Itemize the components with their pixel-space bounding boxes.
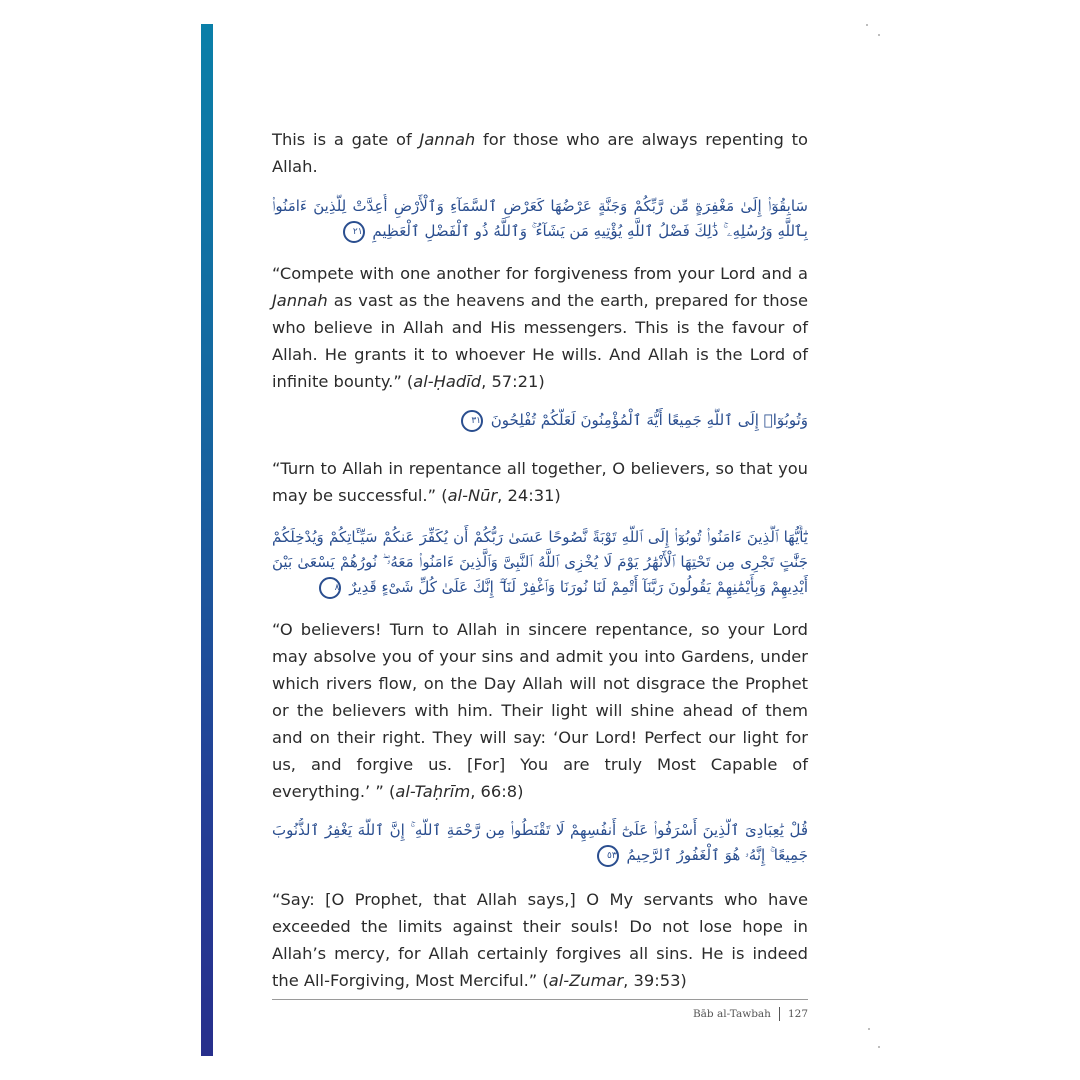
arabic-verse-text: سَابِقُوٓا۟ إِلَىٰ مَغْفِرَةٍ مِّن رَّبِّكُمْ وَجَنَّةٍ عَرْضُهَا كَعَرْضِ ٱلسَّمَآءِ وَٱلْأَرْضِ أُعِدَّتْ لِلَّذِينَ ءَامَنُوا۟ بِٱللَّهِ وَرُسُلِهِۦ ۚ ذَٰلِكَ فَضْلُ ٱللَّهِ يُؤْتِيهِ مَن يَشَآءُ ۚ وَٱللَّهُ ذُو ٱلْفَضْلِ ٱلْعَظِيمِ (272, 197, 808, 240)
arabic-verse-text: قُلْ يَٰعِبَادِىَ ٱلَّذِينَ أَسْرَفُوا۟ عَلَىٰٓ أَنفُسِهِمْ لَا تَقْنَطُوا۟ مِن رَّحْمَةِ ٱللَّهِ ۚ إِنَّ ٱللَّهَ يَغْفِرُ ٱلذُّنُوبَ جَمِيعًا ۚ إِنَّهُۥ هُوَ ٱلْغَفُورُ ٱلرَّحِيمُ (272, 821, 808, 864)
arabic-verse (272, 525, 808, 602)
book-spine (201, 24, 213, 1056)
page-footer (693, 1007, 808, 1021)
corner-mark (878, 34, 880, 36)
translation-text-cont: as vast as the heavens and the earth, prepared for those who believe in Allah and His messengers. This is the favour of Allah. He grants it to whoever He wills. And Allah is the Lord of infinite bounty.” ( (272, 291, 808, 391)
corner-mark (878, 1046, 880, 1048)
translation-text: “Compete with one another for forgiveness from your Lord and a (272, 264, 808, 283)
arabic-verse (272, 408, 808, 435)
surah-name: al-Taḥrīm (395, 782, 471, 801)
corner-mark (868, 1028, 870, 1030)
translation-paragraph (272, 886, 808, 994)
intro-text-a: This is a gate of (272, 130, 420, 149)
ayah-number: ٥٣ (597, 845, 619, 867)
ayah-number: ٢١ (343, 221, 365, 243)
verse-reference: , 24:31) (497, 486, 561, 505)
translation-paragraph (272, 260, 808, 395)
running-footer-section: Bāb al-Tawbah (692, 1008, 771, 1020)
page-number: 127 (787, 1008, 808, 1020)
ayah-number: ٣١ (461, 410, 483, 432)
arabic-verse (272, 818, 808, 870)
surah-name: al-Ḥadīd (413, 372, 482, 391)
verse-reference: , 57:21) (481, 372, 545, 391)
footer-divider (272, 999, 808, 1000)
translation-text: “Say: [O Prophet, that Allah says,] O My servants who have exceeded the limits against their souls! Do not lose hope in Allah’s mercy, for Allah certainly forgives all sins. He is indeed the All-Forgiving, Most Merciful.” ( (272, 890, 808, 990)
page-content (272, 126, 808, 994)
surah-name: al-Nūr (447, 486, 498, 505)
intro-em: Jannah (419, 130, 476, 149)
ayah-number: ٨ (319, 577, 341, 599)
intro-text-b: for those who are always repenting to Allah. (272, 130, 808, 176)
surah-name: al-Zumar (548, 971, 624, 990)
translation-em: Jannah (272, 291, 328, 310)
verse-reference: , 39:53) (623, 971, 687, 990)
arabic-verse (272, 194, 808, 246)
translation-text: “Turn to Allah in repentance all together, O believers, so that you may be successful.” ( (272, 459, 808, 505)
translation-paragraph (272, 616, 808, 805)
corner-mark (866, 24, 868, 26)
arabic-verse-text: وَتُوبُوٓا۟ إِلَى ٱللَّهِ جَمِيعًا أَيُّهَ ٱلْمُؤْمِنُونَ لَعَلَّكُمْ تُفْلِحُونَ (490, 411, 808, 429)
footer-separator (779, 1007, 780, 1021)
verse-reference: , 66:8) (470, 782, 524, 801)
arabic-verse-text: يَٰٓأَيُّهَا ٱلَّذِينَ ءَامَنُوا۟ تُوبُوٓا۟ إِلَى ٱللَّهِ تَوْبَةً نَّصُوحًا عَسَىٰ رَبُّكُمْ أَن يُكَفِّرَ عَنكُمْ سَيِّـَٔاتِكُمْ وَيُدْخِلَكُمْ جَنَّٰتٍ تَجْرِى مِن تَحْتِهَا ٱلْأَنْهَٰرُ يَوْمَ لَا يُخْزِى ٱللَّهُ ٱلنَّبِىَّ وَٱلَّذِينَ ءَامَنُوا۟ مَعَهُۥ ۖ نُورُهُمْ يَسْعَىٰ بَيْنَ أَيْدِيهِمْ وَبِأَيْمَٰنِهِمْ يَقُولُونَ رَبَّنَآ أَتْمِمْ لَنَا نُورَنَا وَٱغْفِرْ لَنَآ ۖ إِنَّكَ عَلَىٰ كُلِّ شَىْءٍ قَدِيرٌ (272, 528, 808, 596)
intro-paragraph (272, 126, 808, 180)
translation-text: “O believers! Turn to Allah in sincere repentance, so your Lord may absolve you of your sins and admit you into Gardens, under which rivers flow, on the Day Allah will not disgrace the Prophet or the believers with him. Their light will shine ahead of them and on their right. They will say: ‘Our Lord! Perfect our light for us, and forgive us. [For] You are truly Most Capable of everything.’ ” ( (272, 620, 808, 801)
translation-paragraph (272, 455, 808, 509)
